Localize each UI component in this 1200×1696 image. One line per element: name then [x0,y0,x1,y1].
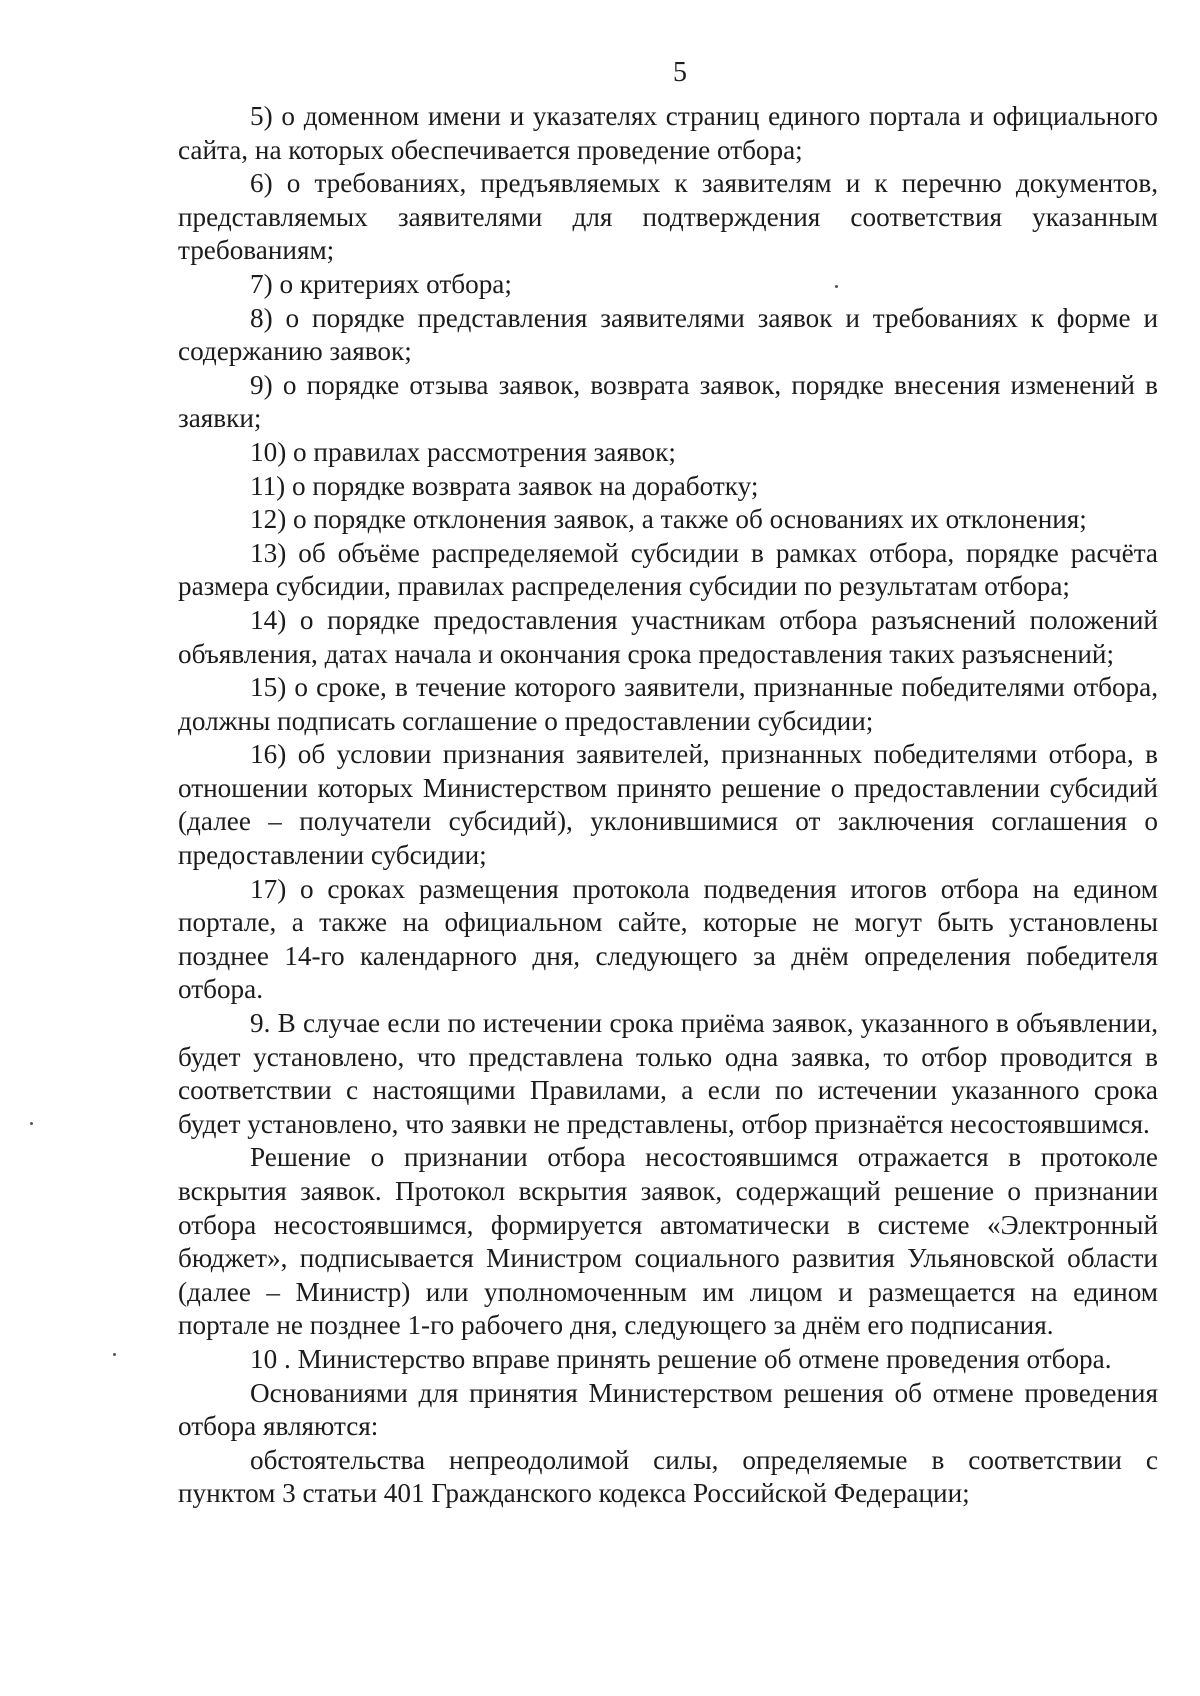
list-item-12: 12) о порядке отклонения заявок, а также об основаниях их отклонения; [250,504,1087,535]
clause-9: 9. В случае если по истечении срока приёма заявок, указанного в объявлении, будет установлено, что представлена только одна заявка, то отбор проводится в соответствии с настоящими Правилами, а если по истечении указанного срока будет установлено, что заявки не представлены, отбор признаётся несостоявшимся. [178,1008,1158,1139]
page-number: 5 [673,57,687,88]
list-item-14: 14) о порядке предоставления участникам отбора разъяснений положений объявления, датах начала и окончания срока предоставления таких разъяснений; [178,604,1158,669]
clause-10-force-majeure-paragraph: обстоятельства непреодолимой силы, определяемые в соответствии с пунктом 3 статьи 401 Гражданского кодекса Российской Федерации; [178,1444,1158,1509]
scan-speck [113,1353,116,1356]
list-item-9: 9) о порядке отзыва заявок, возврата заявок, порядке внесения изменений в заявки; [178,369,1158,434]
list-item-6: 6) о требованиях, предъявляемых к заявителям и к перечню документов, представляемых заявителями для подтверждения соответствия указанным требованиям; [178,168,1158,266]
clause-9-decision-paragraph: Решение о признании отбора несостоявшимся отражается в протоколе вскрытия заявок. Протокол вскрытия заявок, содержащий решение о признании отбора несостоявшимся, формируется автоматически в системе «Электронный бюджет», подписывается Министром социального развития Ульяновской области (далее – Министр) или уполномоченным им лицом и размещается на едином портале не позднее 1-го рабочего дня, следующего за днём его подписания. [178,1142,1158,1341]
list-item-13: 13) об объёме распределяемой субсидии в рамках отбора, порядке расчёта размера субсидии, правилах распределения субсидии по результатам отбора; [178,537,1158,602]
clause-10: 10 . Министерство вправе принять решение об отмене проведения отбора. [250,1343,1112,1374]
list-item-11: 11) о порядке возврата заявок на доработку; [250,470,759,501]
list-item-15: 15) о сроке, в течение которого заявители, признанные победителями отбора, должны подписать соглашение о предоставлении субсидии; [178,672,1158,736]
scan-speck [30,1122,33,1125]
list-item-10: 10) о правилах рассмотрения заявок; [250,436,676,467]
document-body [178,100,1158,1511]
list-item-7: 7) о критериях отбора; [250,268,512,299]
list-item-16: 16) об условии признания заявителей, признанных победителями отбора, в отношении которых Министерством принято решение о предоставлении субсидий (далее – получатели субсидий), уклонившимися от заключения соглашения о предоставлении субсидии; [178,739,1158,871]
list-item-5: 5) о доменном имени и указателях страниц единого портала и официального сайта, на которых обеспечивается проведение отбора; [178,101,1158,165]
list-item-8: 8) о порядке представления заявителями заявок и требованиях к форме и содержанию заявок; [178,302,1158,367]
list-item-17: 17) о сроках размещения протокола подведения итогов отбора на едином портале, а также на официальном сайте, которые не могут быть установлены позднее 14-го календарного дня, следующего за днём определения победителя отбора. [178,873,1158,1005]
clause-10-grounds-paragraph: Основаниями для принятия Министерством решения об отмене проведения отбора являются: [178,1377,1158,1442]
scan-speck [835,285,838,288]
